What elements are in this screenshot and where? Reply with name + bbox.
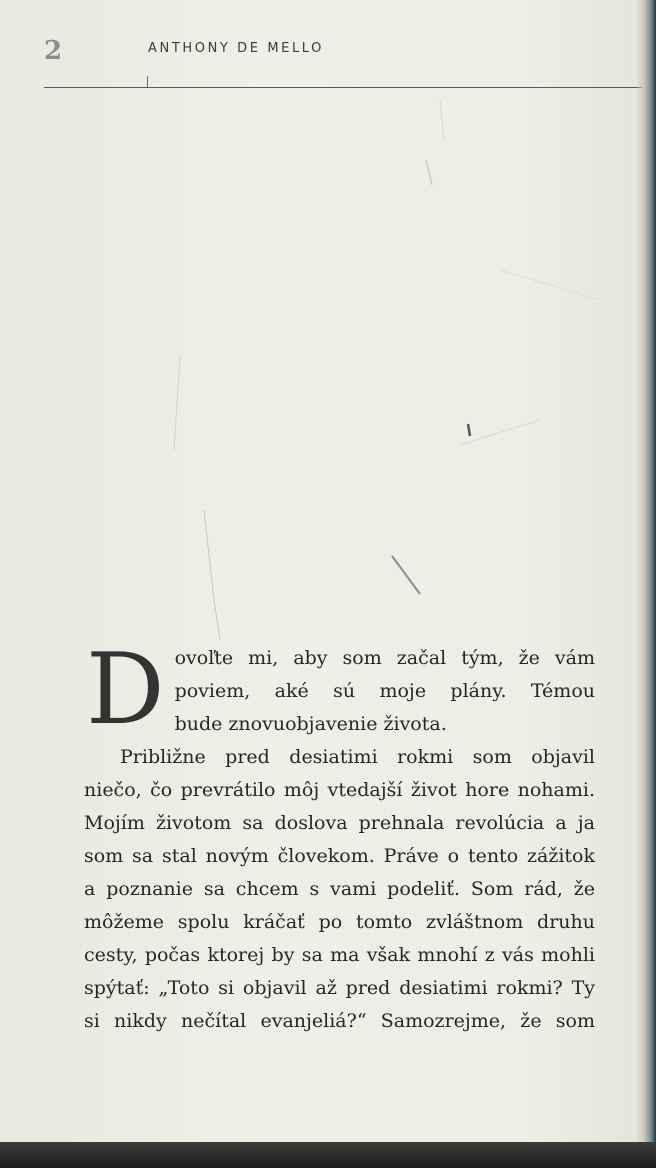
header-tick-mark — [147, 76, 148, 87]
text-line: ovoľte mi, aby som začal tým, že vám — [174, 647, 595, 669]
drop-cap: D — [86, 633, 165, 747]
book-bottom-edge — [0, 1142, 656, 1168]
text-line: spýtať: „Toto si objavil až pred desiatimi rokmi? Ty — [84, 977, 595, 999]
text-line: bude znovuobjavenie života. — [174, 713, 447, 735]
text-line: niečo, čo prevrátilo môj vtedajší život hore nohami. — [84, 779, 595, 801]
body-text — [84, 633, 595, 1038]
text-line: Mojím životom sa doslova prehnala revolúcia a ja — [84, 812, 595, 834]
text-line: môžeme spolu kráčať po tomto zvláštnom druhu — [84, 911, 595, 933]
text-line: som sa stal novým človekom. Práve o tento zážitok — [84, 845, 595, 867]
text-line: si nikdy nečítal evanjeliá?“ Samozrejme, že som — [84, 1010, 595, 1032]
page-edge-shadow — [636, 0, 656, 1168]
running-head-author: ANTHONY DE MELLO — [148, 41, 325, 56]
page-number: 2 — [44, 36, 64, 66]
text-line: cesty, počas ktorej by sa ma však mnohí z vás mohli — [84, 944, 595, 966]
header-rule — [44, 87, 654, 88]
text-line: Približne pred desiatimi rokmi som objavil — [120, 746, 595, 768]
text-line: poviem, aké sú moje plány. Témou — [174, 680, 595, 702]
text-line: a poznanie sa chcem s vami podeliť. Som rád, že — [84, 878, 595, 900]
